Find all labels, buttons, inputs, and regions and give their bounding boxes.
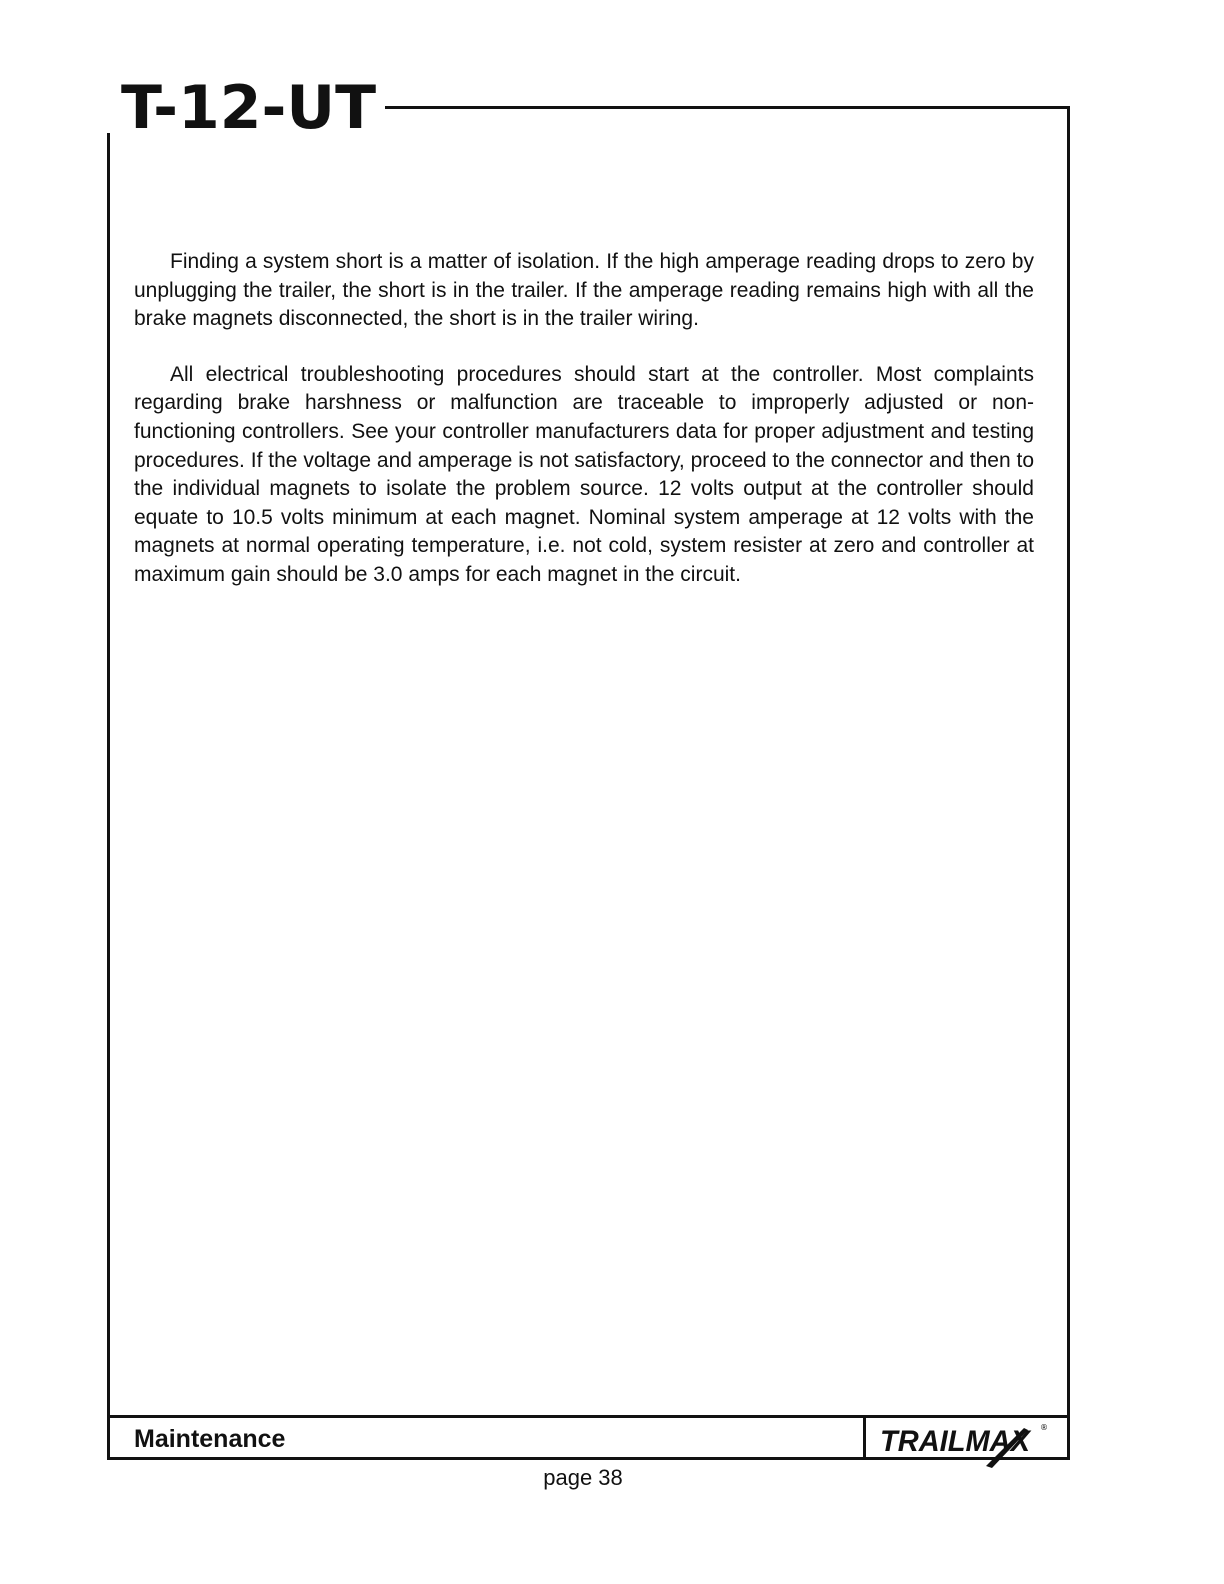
trailmax-logo-wordmark: TRAILMAX xyxy=(880,1425,1032,1458)
paragraph-troubleshooting: All electrical troubleshooting procedures should start at the controller. Most complaints regarding brake harshness or malfunction are traceable to improperly adjusted or non-functioning controllers. See your controller manufacturers data for proper adjustment and testing procedures. If the voltage and amperage is not satisfactory, proceed to the connector and then to the individual magnets to isolate the problem source. 12 volts output at the controller should equate to 10.5 volts minimum at each magnet. Nominal system amperage at 12 volts with the magnets at normal operating temperature, i.e. not cold, system resister at zero and controller at maximum gain should be 3.0 amps for each magnet in the circuit. xyxy=(134,362,1034,586)
footer-section-label: Maintenance xyxy=(134,1425,286,1453)
frame-top-rule xyxy=(385,106,1070,109)
footer-logo-divider xyxy=(863,1415,866,1460)
frame-right-rule xyxy=(1067,106,1070,1460)
page-number: page 38 xyxy=(543,1465,623,1490)
paragraph-system-short: Finding a system short is a matter of isolation. If the high amperage reading drops to zero by unplugging the trailer, the short is in the trailer. If the amperage reading remains high with all the brake magnets disconnected, the short is in the trailer wiring. xyxy=(134,250,1034,331)
frame-left-rule xyxy=(107,133,110,1460)
registered-mark: ® xyxy=(1040,1423,1048,1432)
body-text xyxy=(134,248,1034,617)
trailmax-logo xyxy=(874,1418,1054,1470)
document-title: T-12-UT xyxy=(121,73,377,143)
